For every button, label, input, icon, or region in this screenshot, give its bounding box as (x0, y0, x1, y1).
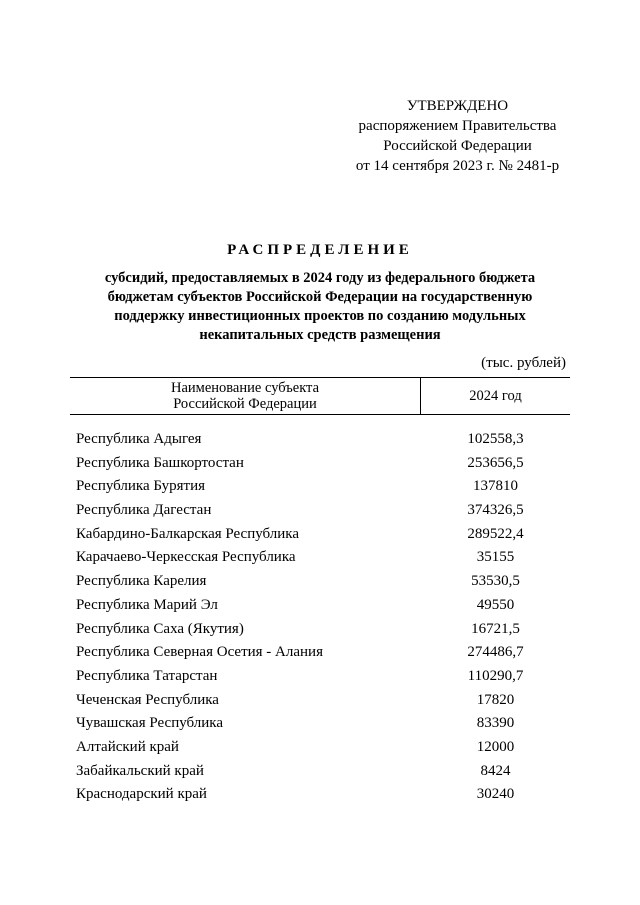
row-subject-name: Чеченская Республика (76, 691, 219, 708)
table-row (76, 523, 570, 547)
header-subject-name (70, 380, 420, 412)
approval-heading: УТВЕРЖДЕНО (406, 98, 509, 114)
row-subject-name: Республика Бурятия (76, 478, 206, 495)
row-amount: 16721,5 (471, 620, 520, 637)
table-row (76, 736, 570, 760)
header-subject-name-line2: Российской Федерации (173, 396, 317, 412)
row-amount: 137810 (473, 478, 518, 495)
row-amount: 30240 (476, 786, 515, 803)
row-subject-name: Республика Марий Эл (76, 596, 218, 613)
row-subject-name: Республика Адыгея (76, 431, 202, 447)
document-title: РАСПРЕДЕЛЕНИЕ (227, 242, 413, 258)
row-amount: 83390 (476, 715, 515, 732)
row-amount: 12000 (476, 738, 515, 755)
row-subject-name: Республика Саха (Якутия) (76, 620, 244, 637)
row-amount: 35155 (476, 549, 515, 566)
table-row (76, 712, 570, 736)
table-row (76, 499, 570, 523)
row-subject-name: Карачаево-Черкесская Республика (76, 549, 296, 566)
row-amount: 374326,5 (467, 502, 524, 519)
row-amount: 17820 (476, 691, 515, 708)
row-subject-name: Республика Башкортостан (76, 454, 244, 471)
unit-label: (тыс. рублей) (481, 355, 566, 371)
row-subject-name: Республика Карелия (76, 573, 207, 590)
row-amount: 49550 (476, 596, 515, 613)
row-subject-name: Республика Дагестан (76, 502, 212, 519)
row-amount: 110290,7 (467, 667, 524, 684)
row-subject-name: Алтайский край (76, 738, 179, 755)
row-subject-name: Республика Татарстан (76, 667, 218, 684)
approval-block (330, 96, 585, 176)
approval-line-order: распоряжением Правительства (358, 118, 557, 134)
row-amount: 289522,4 (467, 525, 524, 542)
row-subject-name: Краснодарский край (76, 786, 207, 803)
row-subject-name: Чувашская Республика (76, 715, 224, 732)
approval-line-date-number: от 14 сентября 2023 г. № 2481-р (355, 158, 560, 174)
table-row (76, 452, 570, 476)
table-row (76, 783, 570, 807)
table-row (76, 546, 570, 570)
table-row (76, 475, 570, 499)
table-row (76, 570, 570, 594)
header-year: 2024 год (469, 388, 522, 404)
document-subtitle: субсидий, предоставляемых в 2024 году из федерального бюджета бюджетам субъектов Российской Федерации на государственную поддержку инвестиционных проектов по созданию модульных некапитальных средств размещения (104, 270, 536, 343)
row-amount: 53530,5 (471, 573, 520, 590)
approval-line-government: Российской Федерации (383, 138, 532, 154)
table-header (70, 377, 570, 415)
table-row (76, 594, 570, 618)
row-subject-name: Забайкальский край (76, 762, 204, 779)
table-row (76, 689, 570, 713)
table-row (76, 641, 570, 665)
row-amount: 8424 (480, 762, 511, 779)
table-row (76, 428, 570, 452)
row-subject-name: Кабардино-Балкарская Республика (76, 525, 300, 542)
row-subject-name: Республика Северная Осетия - Алания (76, 644, 323, 661)
table-body (76, 428, 570, 807)
row-amount: 102558,3 (467, 431, 524, 447)
row-amount: 274486,7 (467, 644, 524, 661)
row-amount: 253656,5 (467, 454, 524, 471)
table-row (76, 665, 570, 689)
header-subject-name-line1: Наименование субъекта (170, 380, 320, 396)
table-row (76, 618, 570, 642)
table-row (76, 760, 570, 784)
